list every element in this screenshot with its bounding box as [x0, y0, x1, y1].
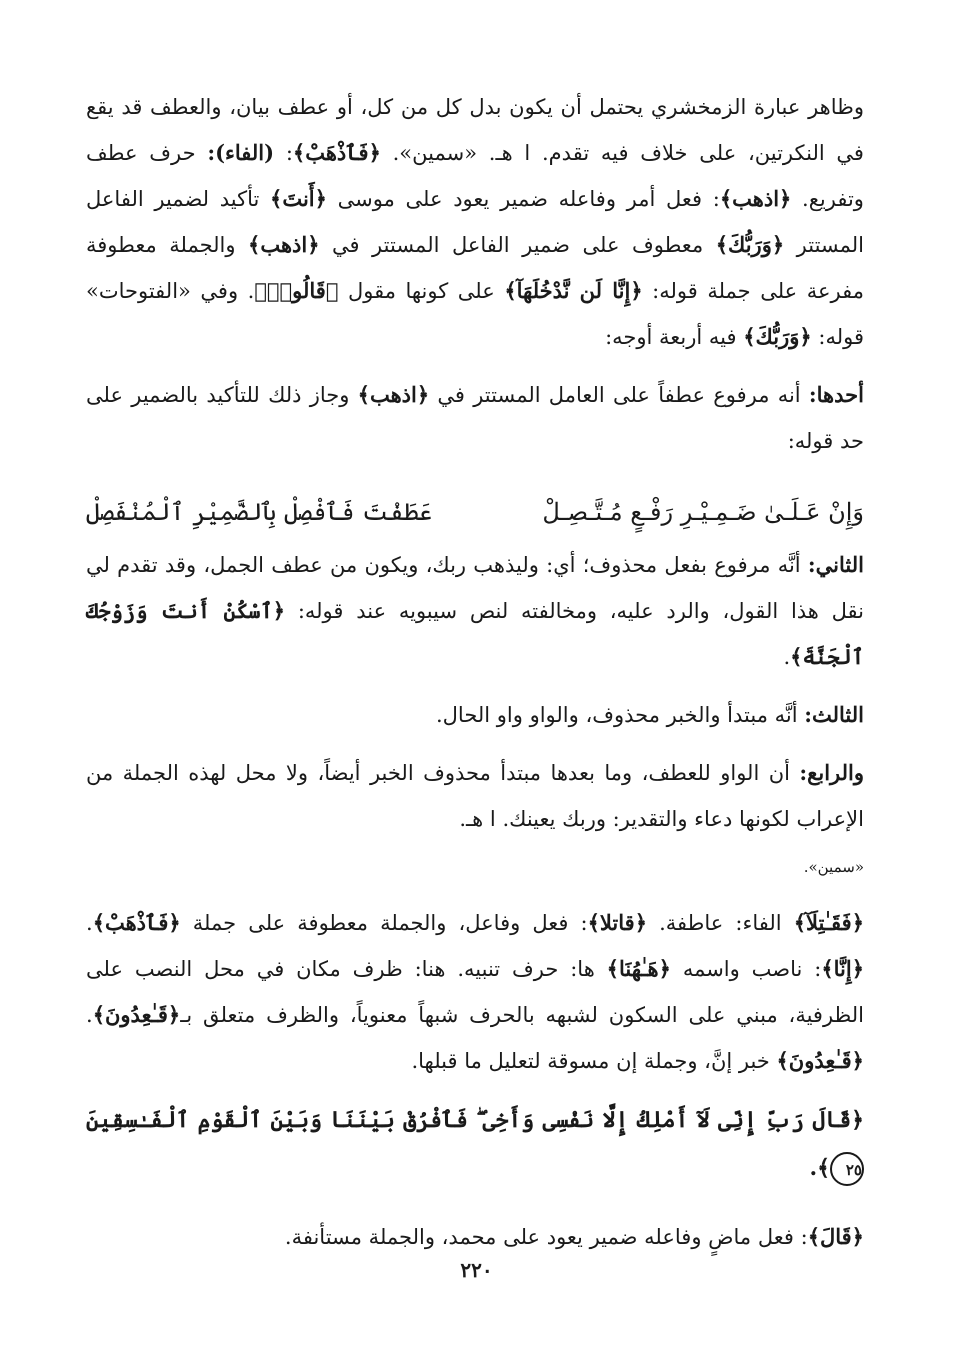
text-span: : فعل أمر وفاعله ضمير يعود على	[405, 187, 720, 211]
text-span: خبر إنَّ، وجملة إن مسوقة لتعليل ما قبلها.	[411, 1049, 770, 1073]
paragraph-second-aspect	[86, 542, 864, 680]
text-span: أنَّه مبتدأ والخبر محذوف، والواو واو الحال.	[435, 703, 798, 727]
quran-quote: ﴿إِنَّا﴾	[821, 956, 864, 981]
source-citation: «سمين».	[803, 858, 864, 876]
quran-quote: ﴿فَٱذْهَبْ﴾	[92, 910, 181, 935]
text-span: .	[783, 645, 791, 669]
text-span: : ناصب واسمه	[682, 957, 822, 981]
verse-hemistich-second: عَطَفْتَ فَٱفْصِلْ بِٱلضَّمِيْرِ ٱلْمُنْفَصِلْ	[86, 498, 433, 526]
paragraph-fourth-aspect	[86, 750, 864, 888]
quran-quote: ﴿قَـٰعِدُونَ﴾	[92, 1002, 181, 1027]
text-span: والجملة معطوفة مفرعة على جملة قوله:	[86, 233, 864, 303]
text-span: : فعل ماضٍ وفاعله ضمير يعود على محمد، والجملة مستأنفة.	[284, 1225, 808, 1249]
text-span: تأكيد لضمير الفاعل المستتر	[86, 187, 865, 257]
text-span: أنه مرفوع عطفاً على العامل المستتر في	[437, 383, 801, 407]
paragraph-third-aspect	[86, 692, 864, 738]
text-span: الفاء: عاطفة.	[659, 911, 782, 935]
text-span: حرف عطف وتفريع.	[86, 141, 864, 211]
text-span: أنَّه مرفوع بفعل محذوف؛ أي: وليذهب ربك، ويكون من عطف الجمل، وقد تقدم لي نقل هذا القول، والرد عليه، ومخالفته لنص سيبويه عند قوله:	[86, 553, 864, 623]
aspect-label: الثاني:	[807, 552, 864, 577]
paragraph-qala	[86, 1214, 864, 1260]
quran-quote: ﴿اذهب﴾	[248, 232, 320, 257]
quran-ayah-block	[86, 1096, 864, 1192]
paragraph-first-aspect	[86, 372, 864, 464]
term-label: (الفاء):	[207, 140, 275, 165]
ayah-close: ﴾.	[809, 1155, 830, 1181]
text-span: :	[285, 141, 293, 165]
quran-quote: ﴿هَـٰهُنَا﴾	[606, 956, 671, 981]
text-span: المستتر في	[332, 233, 440, 257]
quran-quote: ﴿اذهب﴾	[357, 382, 430, 407]
paragraph-intro	[86, 84, 864, 360]
quran-quote: ﴿قاتلا﴾	[587, 910, 648, 935]
quran-quote: ﴿قَالَ﴾	[807, 1224, 864, 1249]
text-span: والعطف قد يقع في النكرتين، على خلاف فيه تقدم. ا هـ. «سمين».	[86, 95, 864, 165]
aspect-label: الثالث:	[804, 702, 864, 727]
quran-quote: ﴿قَـٰعِدُونَ﴾	[776, 1048, 864, 1073]
page-body	[86, 84, 864, 1260]
quran-quote: ﴿إِنَّا لَن نَّدْخُلَهَآ﴾	[504, 278, 643, 303]
text-span: .	[86, 911, 93, 935]
text-span: معطوف على ضمير الفاعل	[451, 233, 704, 257]
text-span: على كونها مقول	[347, 279, 495, 303]
ayah-number-icon: ٢٥	[830, 1152, 864, 1186]
text-span: أن الواو للعطف، وما بعدها مبتدأ محذوف الخبر أيضاً، ولا محل لهذه الجملة من الإعراب لكونها دعاء والتقدير: وربك يعينك. ا هـ.	[86, 761, 864, 831]
verse-hemistich-first: وَإِنْ عَـلَـىٰ ضَـمِـيْـرِ رَفْـعٍ مُـتَّـصِـلْ	[542, 498, 864, 526]
text-span: ها: حرف تنبيه. هنا: ظرف مكان في محل النصب على الظرفية، مبني على السكون لشبهه بالحرف شبهاً معنوياً، والظرف متعلق بـ	[86, 957, 864, 1027]
quran-quote: ﴿وَرَبُّكَ﴾	[715, 232, 785, 257]
poetry-verse	[86, 486, 864, 538]
text-span: وجاز ذلك للتأكيد بالضمير على حد قوله:	[86, 383, 864, 453]
quran-quote: ﴿أَنتَ﴾	[270, 186, 327, 211]
aspect-label: أحدها:	[808, 382, 864, 407]
page-number: ٢٢٠	[460, 1258, 493, 1282]
quran-quote: ﴿فَقَـٰتِلَآ﴾	[793, 910, 864, 935]
quran-quote: ﴿قَالُوا۟﴾	[254, 278, 339, 303]
quran-quote: ﴿فَٱذْهَبْ﴾	[292, 140, 381, 165]
text-span: : فعل وفاعل، والجملة معطوفة على جملة	[192, 911, 588, 935]
text-span: فيه أربعة أوجه:	[605, 325, 737, 349]
quran-quote: ﴿اذهب﴾	[719, 186, 792, 211]
ayah-text: ﴿قَالَ رَبِّ إِنِّى لَآ أَمْلِكُ إِلَّا نَفْسِى وَأَخِى ۖ فَٱفْرُقْ بَيْنَنَا وَبَيْنَ ٱلْقَوْمِ ٱلْفَـٰسِقِينَ	[86, 1107, 864, 1133]
quran-quote: ﴿وَرَبُّكَ﴾	[743, 324, 812, 349]
text-span: .	[86, 1003, 93, 1027]
paragraph-parsing	[86, 900, 864, 1084]
text-span: موسى	[337, 187, 395, 211]
text-span: وظاهر عبارة الزمخشري يحتمل أن يكون بدل كل من كل، أو عطف بيان،	[229, 95, 864, 119]
text-span: . وفي «الفتوحات» قوله:	[86, 279, 864, 349]
quran-quote: ﴿ٱسْكُنْ أَنتَ وَزَوْجُكَ ٱلْجَنَّةَ﴾	[86, 598, 864, 669]
aspect-label: والرابع:	[799, 760, 864, 785]
